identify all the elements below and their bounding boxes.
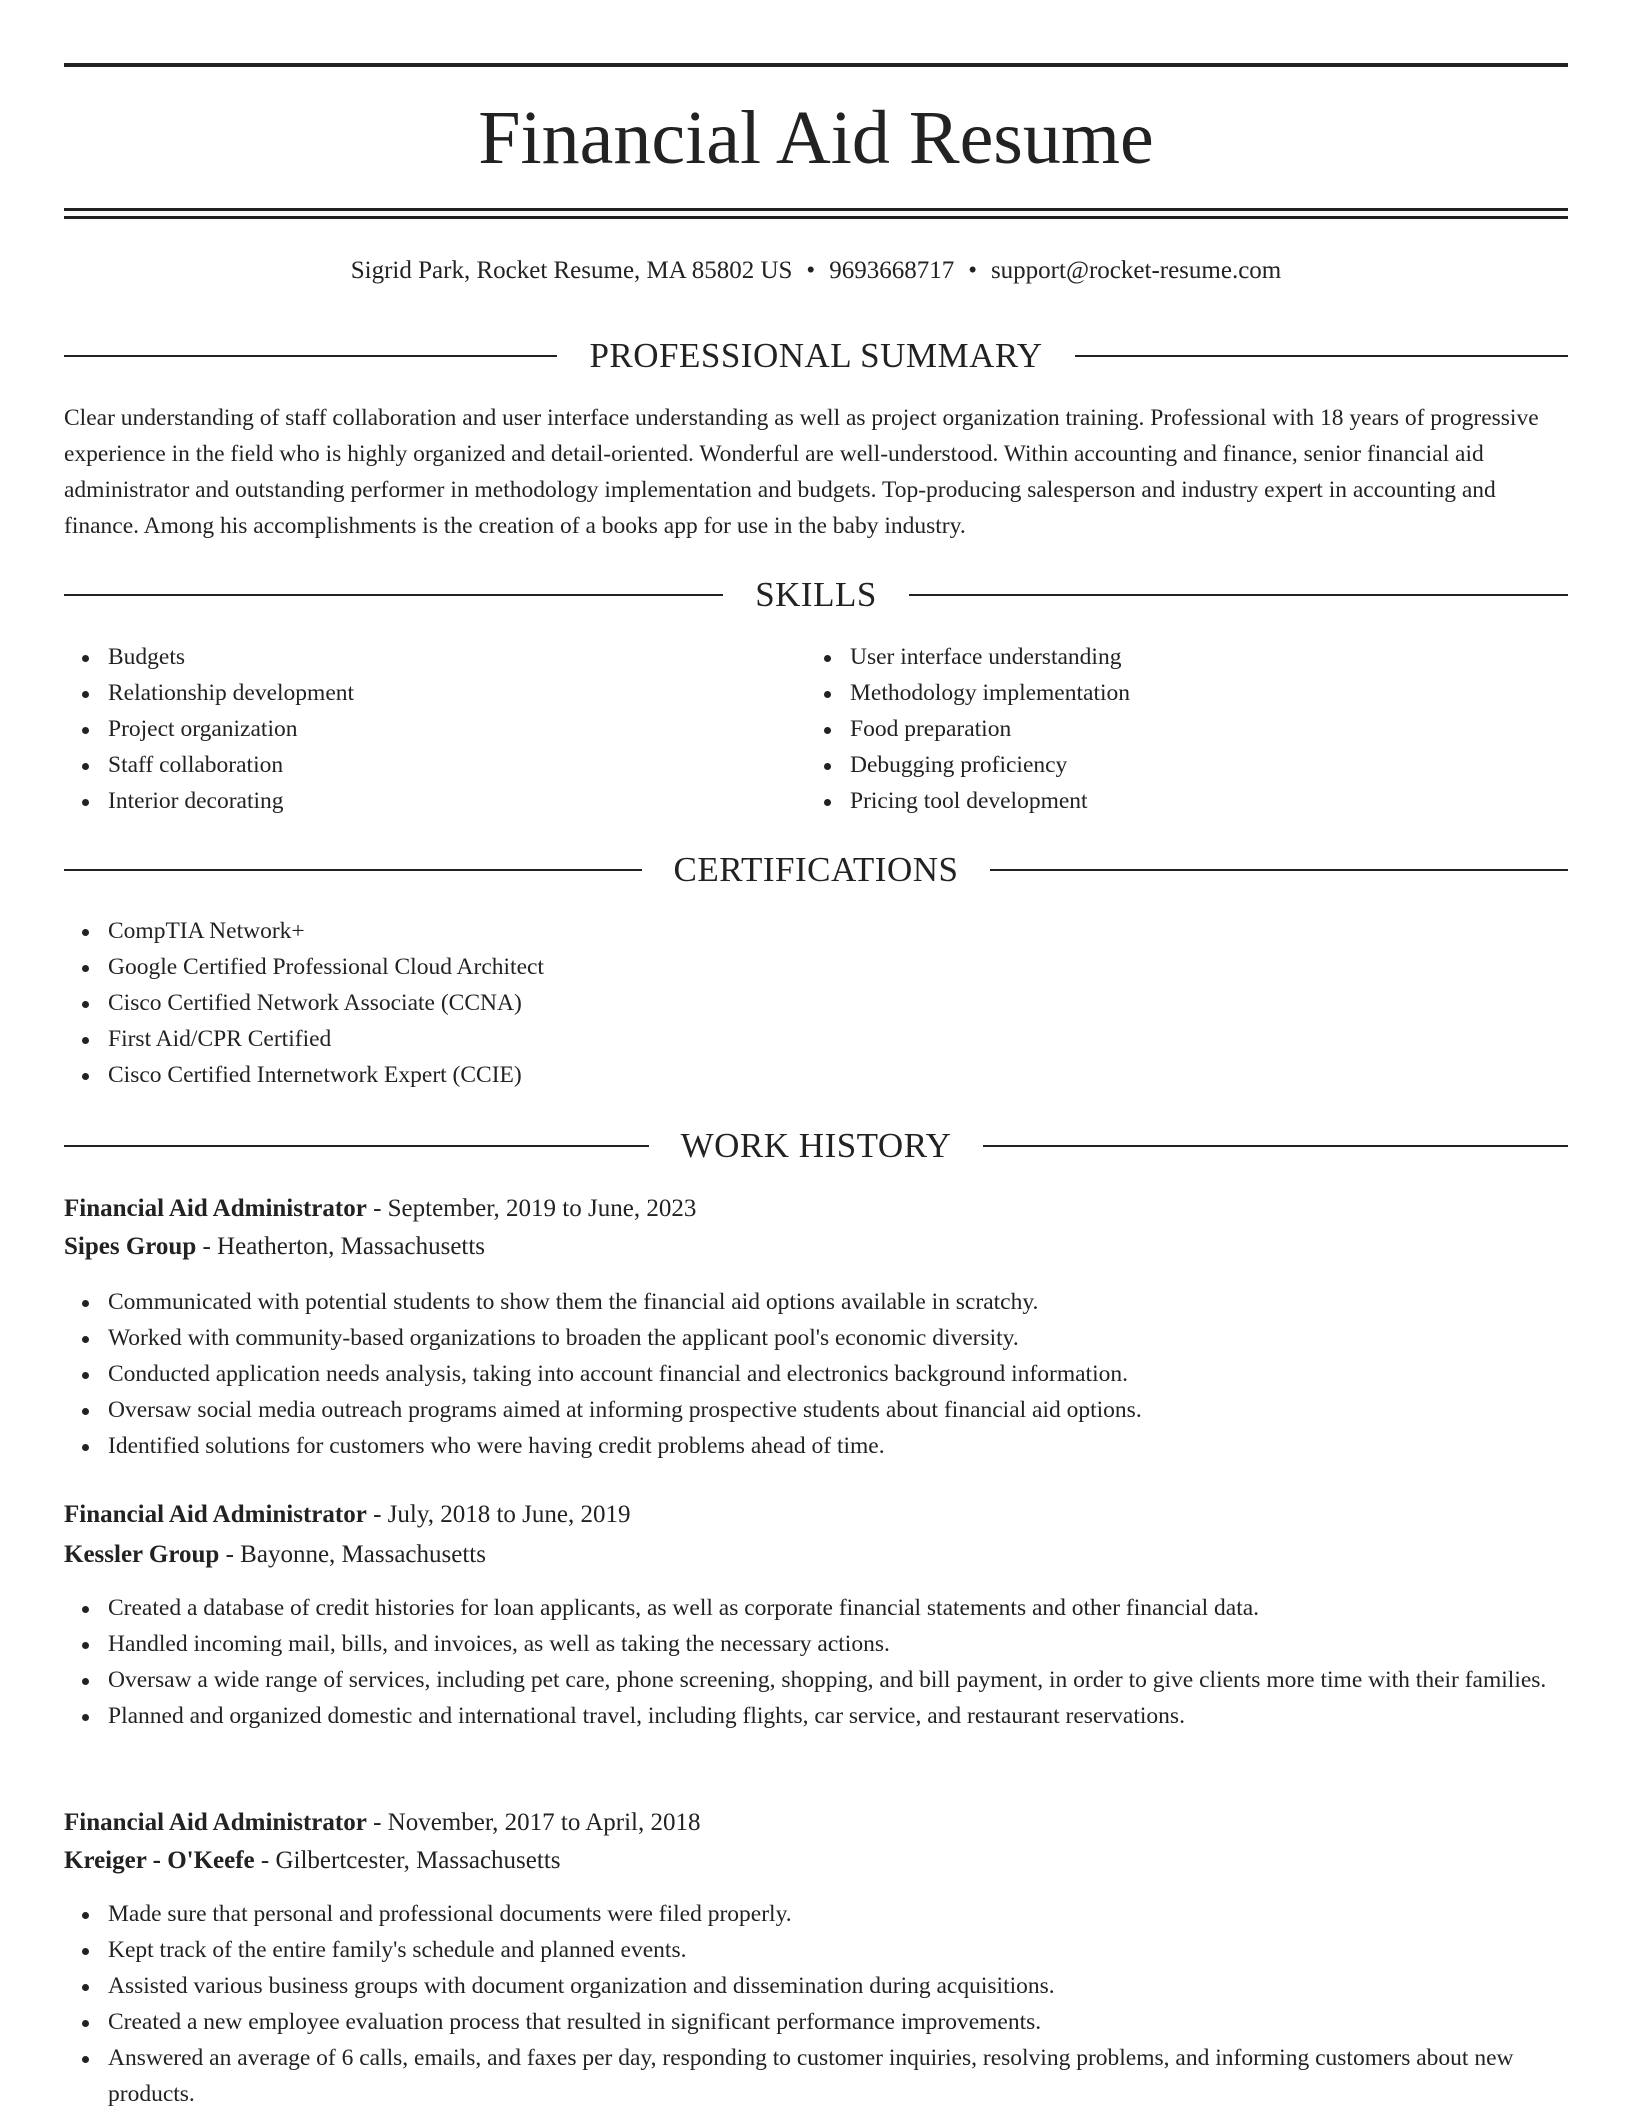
skill-item: Debugging proficiency	[850, 747, 1550, 783]
job-dates: - September, 2019 to June, 2023	[366, 1195, 697, 1222]
job-bullet: Planned and organized domestic and international travel, including flights, car service, and restaurant reservations.	[108, 1698, 1568, 1734]
contact-line	[64, 254, 1568, 288]
job-title: Financial Aid Administrator	[64, 1501, 367, 1528]
job-company-line	[64, 1228, 1568, 1266]
heading-rule-right	[983, 1145, 1568, 1147]
job-title: Financial Aid Administrator	[64, 1809, 367, 1836]
job-bullet: Handled incoming mail, bills, and invoices, as well as taking the necessary actions.	[108, 1626, 1568, 1662]
heading-rule-right	[909, 594, 1568, 596]
heading-rule-left	[64, 355, 557, 357]
skill-item: Staff collaboration	[108, 747, 808, 783]
document-title: Financial Aid Resume	[478, 96, 1154, 180]
job-bullet: Assisted various business groups with document organization and dissemination during acquisitions.	[108, 1968, 1568, 2004]
work-history-heading	[64, 1124, 1568, 1168]
contact-email: support@rocket-resume.com	[990, 257, 1282, 284]
job-company: Kessler Group	[64, 1541, 220, 1568]
contact-separator: •	[806, 257, 816, 284]
summary-heading	[64, 334, 1568, 378]
heading-rule-right	[990, 869, 1568, 871]
contact-address: Sigrid Park, Rocket Resume, MA 85802 US	[350, 257, 793, 284]
skills-heading-label: SKILLS	[755, 575, 877, 614]
job-company-line	[64, 1536, 1568, 1574]
summary-text: Clear understanding of staff collaboration and user interface understanding as well as project organization training. Professional with 18 years of progressive experience in the field who is highly organized and detail-oriented. Wonderful are well-understood. Within accounting and finance, senior financial aid administrator and outstanding performer in methodology implementation and budgets. Top-producing salesperson and industry expert in accounting and finance. Among his accomplishments is the creation of a books app for use in the baby industry.	[64, 405, 1539, 539]
certification-item: Google Certified Professional Cloud Architect	[108, 949, 1568, 985]
skill-item: Project organization	[108, 711, 808, 747]
skill-item: Budgets	[108, 639, 808, 675]
certifications-heading-label: CERTIFICATIONS	[673, 850, 959, 889]
work-history-heading-label: WORK HISTORY	[680, 1126, 952, 1165]
job-dates: - November, 2017 to April, 2018	[366, 1809, 701, 1836]
skill-item: Pricing tool development	[850, 783, 1550, 819]
job-bullets	[64, 1284, 1568, 1464]
job-location: - Gilbertcester, Massachusetts	[254, 1847, 561, 1874]
job-title-line	[64, 1496, 1568, 1534]
job-dates: - July, 2018 to June, 2019	[366, 1501, 631, 1528]
certifications-heading	[64, 848, 1568, 892]
skills-list-right	[806, 639, 1550, 819]
certifications-list	[64, 913, 1568, 1093]
skill-item: Interior decorating	[108, 783, 808, 819]
title-rule-lower	[64, 216, 1568, 219]
skill-item: Food preparation	[850, 711, 1550, 747]
job-bullets	[64, 1896, 1568, 2112]
skill-item: User interface understanding	[850, 639, 1550, 675]
job-location: - Bayonne, Massachusetts	[219, 1541, 486, 1568]
job-bullet: Worked with community-based organizations to broaden the applicant pool's economic diversity.	[108, 1320, 1568, 1356]
job-bullet: Identified solutions for customers who were having credit problems ahead of time.	[108, 1428, 1568, 1464]
contact-phone: 9693668717	[829, 257, 955, 284]
job-title-line	[64, 1804, 1568, 1842]
skill-item: Methodology implementation	[850, 675, 1550, 711]
job-location: - Heatherton, Massachusetts	[196, 1233, 486, 1260]
skills-list-left	[64, 639, 808, 819]
heading-rule-left	[64, 594, 723, 596]
certification-item: CompTIA Network+	[108, 913, 1568, 949]
certification-item: Cisco Certified Network Associate (CCNA)	[108, 985, 1568, 1021]
contact-separator: •	[968, 257, 977, 284]
heading-rule-right	[1075, 355, 1568, 357]
heading-rule-left	[64, 869, 642, 871]
job-company-line	[64, 1842, 1568, 1880]
heading-rule-left	[64, 1145, 649, 1147]
job-bullet: Oversaw social media outreach programs aimed at informing prospective students about financial aid options.	[108, 1392, 1568, 1428]
job-bullets	[64, 1590, 1568, 1734]
top-rule	[64, 63, 1568, 67]
job-bullet: Communicated with potential students to show them the financial aid options available in scratchy.	[108, 1284, 1568, 1320]
certification-item: Cisco Certified Internetwork Expert (CCIE)	[108, 1057, 1568, 1093]
job-bullet: Created a new employee evaluation process that resulted in significant performance improvements.	[108, 2004, 1568, 2040]
job-bullet: Created a database of credit histories for loan applicants, as well as corporate financial statements and other financial data.	[108, 1590, 1568, 1626]
job-title: Financial Aid Administrator	[64, 1195, 367, 1222]
job-company: Sipes Group	[64, 1233, 197, 1260]
certification-item: First Aid/CPR Certified	[108, 1021, 1568, 1057]
job-bullet: Kept track of the entire family's schedule and planned events.	[108, 1932, 1568, 1968]
job-bullet: Answered an average of 6 calls, emails, and faxes per day, responding to customer inquiries, resolving problems, and informing customers about new products.	[108, 2040, 1568, 2112]
job-bullet: Oversaw a wide range of services, including pet care, phone screening, shopping, and bill payment, in order to give clients more time with their families.	[108, 1662, 1568, 1698]
job-title-line	[64, 1190, 1568, 1228]
job-company: Kreiger - O'Keefe	[64, 1847, 255, 1874]
skills-heading	[64, 573, 1568, 617]
summary-heading-label: PROFESSIONAL SUMMARY	[589, 336, 1043, 375]
title-rule-upper	[64, 208, 1568, 211]
job-bullet: Made sure that personal and professional documents were filed properly.	[108, 1896, 1568, 1932]
skill-item: Relationship development	[108, 675, 808, 711]
job-bullet: Conducted application needs analysis, taking into account financial and electronics background information.	[108, 1356, 1568, 1392]
